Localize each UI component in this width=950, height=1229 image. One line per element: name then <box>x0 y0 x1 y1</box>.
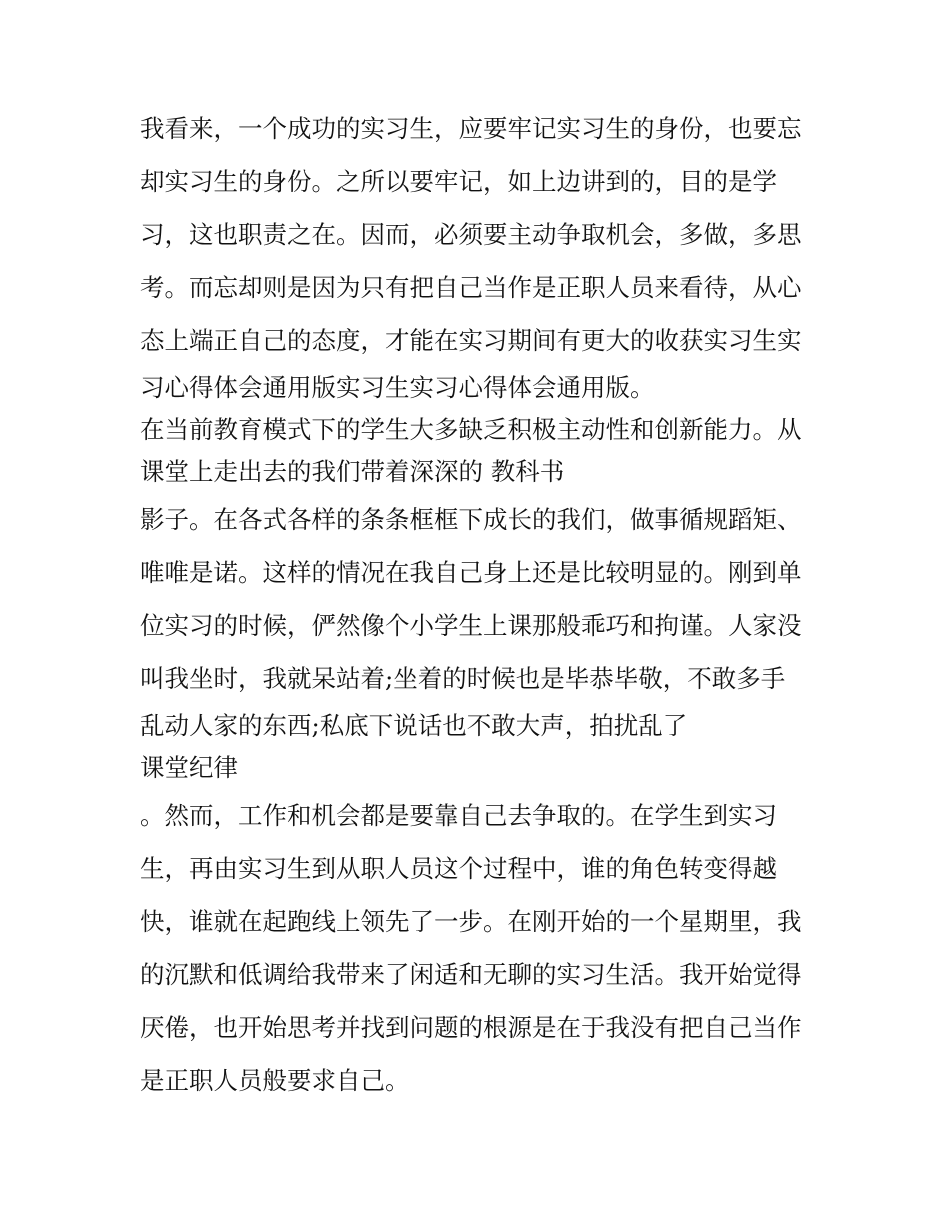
text-line: 叫我坐时，我就呆站着;坐着的时候也是毕恭毕敬，不敢多手 <box>140 664 786 693</box>
text-line: 生，再由实习生到从职人员这个过程中，谁的角色转变得越 <box>140 854 777 883</box>
text-line: 。然而，工作和机会都是要靠自己去争取的。在学生到实习 <box>140 801 777 830</box>
text-line: 位实习的时候，俨然像个小学生上课那般乖巧和拘谨。人家没 <box>140 611 802 640</box>
text-line: 我看来，一个成功的实习生，应要牢记实习生的身份，也要忘 <box>140 114 802 143</box>
text-line: 唯唯是诺。这样的情况在我自己身上还是比较明显的。刚到单 <box>140 558 802 587</box>
text-line: 是正职人员般要求自己。 <box>140 1066 410 1095</box>
text-line: 课堂上走出去的我们带着深深的 教科书 <box>140 457 565 486</box>
text-line: 快，谁就在起跑线上领先了一步。在刚开始的一个星期里，我 <box>140 907 802 936</box>
text-line: 的沉默和低调给我带来了闲适和无聊的实习生活。我开始觉得 <box>140 960 802 989</box>
text-line: 习，这也职责之在。因而，必须要主动争取机会，多做，多思 <box>140 220 802 249</box>
text-line: 影子。在各式各样的条条框框下成长的我们，做事循规蹈矩、 <box>140 505 802 534</box>
text-line: 乱动人家的东西;私底下说话也不敢大声，拍扰乱了 <box>140 711 688 740</box>
text-line: 在当前教育模式下的学生大多缺乏积极主动性和创新能力。从 <box>140 415 802 444</box>
text-line: 厌倦，也开始思考并找到问题的根源是在于我没有把自己当作 <box>140 1013 802 1042</box>
body-text <box>140 102 820 1107</box>
text-line: 习心得体会通用版实习生实习心得体会通用版。 <box>140 373 655 402</box>
text-line: 课堂纪律 <box>140 753 238 782</box>
text-line: 考。而忘却则是因为只有把自己当作是正职人员来看待，从心 <box>140 273 802 302</box>
text-line: 却实习生的身份。之所以要牢记，如上边讲到的，目的是学 <box>140 167 777 196</box>
text-line: 态上端正自己的态度，才能在实习期间有更大的收获实习生实 <box>140 326 802 355</box>
